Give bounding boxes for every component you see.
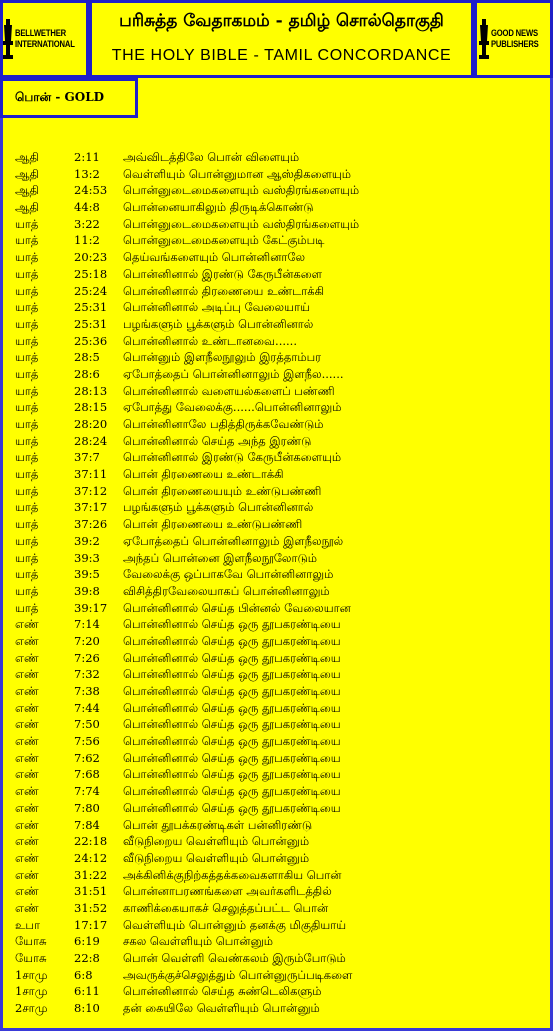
verse-text: சகல வெள்ளியும் பொன்னும் (123, 934, 274, 949)
verse-ref: 7:80 (74, 800, 100, 815)
verse-text: பொன்னினால் செய்த ஒரு தூபகரண்டியை (123, 734, 341, 749)
concordance-row (15, 550, 545, 567)
concordance-row (15, 499, 545, 516)
verse-text: பொன்னினால் செய்த பின்னல் வேலையான (123, 600, 351, 615)
book-abbrev: யாத் (15, 500, 39, 515)
verse-text: பொன்னினால் வளையல்களைப் பண்ணி (123, 383, 335, 398)
concordance-row (15, 149, 545, 166)
book-abbrev: யாத் (15, 600, 39, 615)
concordance-row (15, 783, 545, 800)
book-abbrev: எண் (15, 867, 39, 882)
verse-ref: 31:52 (74, 900, 108, 915)
lamp-icon (3, 19, 13, 59)
book-abbrev: எண் (15, 717, 39, 732)
concordance-row (15, 516, 545, 533)
book-abbrev: யாத் (15, 216, 39, 231)
concordance-row (15, 416, 545, 433)
word-heading: பொன் - GOLD (0, 78, 138, 118)
concordance-row (15, 466, 545, 483)
book-abbrev: யாத் (15, 450, 39, 465)
concordance-row (15, 316, 545, 333)
concordance-row (15, 216, 545, 233)
book-abbrev: 2சாமு (15, 1001, 48, 1016)
verse-text: அக்கினிக்குநிற்கத்தக்கவைகளாகிய பொன் (123, 867, 342, 882)
concordance-row (15, 583, 545, 600)
book-abbrev: எண் (15, 684, 39, 698)
verse-ref: 7:68 (74, 767, 100, 782)
verse-ref: 7:62 (74, 750, 100, 765)
verse-ref: 31:51 (74, 884, 108, 899)
book-abbrev: எண் (15, 700, 39, 715)
book-abbrev: எண் (15, 767, 39, 782)
book-abbrev: எண் (15, 617, 39, 632)
concordance-row (15, 850, 545, 867)
verse-text: பொன்னுடைமைகளையும் வஸ்திரங்களையும் (123, 216, 360, 231)
verse-ref: 39:8 (74, 583, 100, 598)
concordance-row (15, 399, 545, 416)
verse-ref: 7:50 (74, 717, 100, 732)
verse-ref: 28:24 (74, 433, 108, 448)
book-abbrev: யாத் (15, 266, 39, 281)
verse-ref: 31:22 (74, 867, 108, 882)
book-abbrev: எண் (15, 650, 39, 665)
verse-ref: 7:20 (74, 633, 100, 648)
verse-ref: 7:38 (74, 684, 100, 698)
verse-ref: 25:24 (74, 283, 108, 298)
concordance-row (15, 433, 545, 450)
concordance-row (15, 449, 545, 466)
concordance-row (15, 750, 545, 767)
verse-ref: 7:74 (74, 784, 100, 799)
verse-text: ஏபோத்து வேலைக்கு......பொன்னினாலும் (123, 400, 342, 415)
book-abbrev: யாத் (15, 550, 39, 565)
concordance-row (15, 817, 545, 834)
book-abbrev: எண் (15, 834, 39, 849)
book-abbrev: யாத் (15, 400, 39, 415)
verse-ref: 22:18 (74, 834, 108, 849)
concordance-row (15, 249, 545, 266)
concordance-row (15, 833, 545, 850)
book-abbrev: யாத் (15, 333, 39, 348)
verse-ref: 8:10 (74, 1001, 100, 1016)
book-abbrev: எண் (15, 900, 39, 915)
verse-ref: 7:32 (74, 667, 100, 682)
concordance-row (15, 967, 545, 984)
book-abbrev: யாத் (15, 366, 39, 381)
left-logo-line-2: INTERNATIONAL (15, 39, 76, 49)
verse-ref: 7:14 (74, 617, 100, 632)
book-abbrev: 1சாமு (15, 967, 48, 982)
verse-ref: 6:19 (74, 934, 100, 949)
book-abbrev: யோசு (15, 951, 47, 965)
verse-ref: 28:5 (74, 350, 100, 365)
concordance-row (15, 616, 545, 633)
verse-ref: 13:2 (74, 166, 100, 181)
book-abbrev: யாத் (15, 433, 39, 448)
book-abbrev: யாத் (15, 517, 39, 532)
book-abbrev: யாத் (15, 233, 39, 248)
book-abbrev: ஆதி (15, 200, 39, 215)
verse-ref: 7:26 (74, 650, 100, 665)
book-abbrev: எண் (15, 800, 39, 815)
verse-text: பொன்னினால் திரணையை உண்டாக்கி (123, 283, 325, 298)
concordance-row (15, 700, 545, 717)
concordance-row (15, 333, 545, 350)
verse-ref: 25:31 (74, 300, 108, 315)
verse-ref: 17:17 (74, 917, 108, 932)
bellwether-logo (0, 0, 89, 78)
book-abbrev: ஆதி (15, 166, 39, 181)
verse-ref: 37:11 (74, 467, 108, 482)
concordance-row (15, 299, 545, 316)
book-abbrev: எண் (15, 850, 39, 865)
verse-ref: 25:31 (74, 316, 108, 331)
verse-text: தன் கையிலே வெள்ளியும் பொன்னும் (123, 1001, 320, 1016)
verse-text: பொன்னினால் செய்த ஒரு தூபகரண்டியை (123, 784, 341, 799)
book-abbrev: எண் (15, 884, 39, 899)
book-abbrev: யாத் (15, 350, 39, 365)
verse-text: பொன்னினால் செய்த ஒரு தூபகரண்டியை (123, 633, 341, 648)
verse-ref: 25:18 (74, 266, 108, 281)
concordance-row (15, 600, 545, 617)
concordance-row (15, 166, 545, 183)
book-abbrev: எண் (15, 734, 39, 749)
verse-text: பொன்னினால் இரண்டு கேருபீன்களையும் (123, 450, 342, 465)
verse-text: விசித்திரவேலையாகப் பொன்னினாலும் (123, 583, 330, 598)
verse-text: பொன் திரணையை உண்டுபண்ணி (123, 517, 303, 532)
concordance-row (15, 867, 545, 884)
verse-text: தெய்வங்களையும் பொன்னினாலே (123, 250, 306, 265)
verse-ref: 6:8 (74, 967, 93, 982)
concordance-row (15, 883, 545, 900)
verse-text: பொன்னினால் இரண்டு கேருபீன்களை (123, 266, 322, 281)
verse-ref: 25:36 (74, 333, 108, 348)
book-abbrev: 1சாமு (15, 984, 48, 999)
concordance-row (15, 383, 545, 400)
verse-text: பொன்னினால் செய்த ஒரு தூபகரண்டியை (123, 800, 341, 815)
verse-text: பொன்னினால் செய்த ஒரு தூபகரண்டியை (123, 700, 341, 715)
concordance-row (15, 917, 545, 934)
book-abbrev: எண் (15, 784, 39, 799)
book-abbrev: எண் (15, 817, 39, 832)
book-abbrev: எண் (15, 750, 39, 765)
verse-ref: 28:15 (74, 400, 108, 415)
tamil-title: பரிசுத்த வேதாகமம் - தமிழ் சொல்தொகுதி (119, 11, 444, 31)
book-abbrev: ஆதி (15, 150, 39, 164)
verse-text: பொன்னையாகிலும் திருடிக்கொண்டு (123, 200, 314, 215)
verse-ref: 37:12 (74, 483, 108, 498)
book-abbrev: உபா (15, 917, 40, 932)
verse-text: ஏபோத்தைப் பொன்னினாலும் இளநீல...... (123, 366, 344, 381)
concordance-row (15, 950, 545, 967)
verse-text: பொன்னினால் அடிப்பு வேலையாய் (123, 300, 310, 315)
lamp-icon (479, 19, 489, 59)
good-news-logo (474, 0, 553, 78)
concordance-row (15, 366, 545, 383)
book-abbrev: யாத் (15, 467, 39, 482)
verse-ref: 3:22 (74, 216, 100, 231)
verse-text: பொன்னும் இளநீலநூலும் இரத்தாம்பர (123, 350, 322, 365)
concordance-row (15, 900, 545, 917)
verse-text: பொன்னினால் செய்த ஒரு தூபகரண்டியை (123, 617, 341, 632)
book-abbrev: யாத் (15, 250, 39, 265)
book-abbrev: யாத் (15, 533, 39, 548)
title-banner (89, 0, 474, 78)
concordance-row (15, 766, 545, 783)
verse-text: வெள்ளியும் பொன்னும் தனக்கு மிகுதியாய் (123, 917, 347, 932)
concordance-row (15, 666, 545, 683)
verse-ref: 2:11 (74, 150, 100, 164)
book-abbrev: யாத் (15, 283, 39, 298)
book-abbrev: எண் (15, 667, 39, 682)
verse-ref: 44:8 (74, 200, 100, 215)
verse-text: பொன்னினால் செய்த ஒரு தூபகரண்டியை (123, 684, 341, 698)
verse-text: பொன்னினால் செய்த ஒரு தூபகரண்டியை (123, 650, 341, 665)
concordance-row (15, 232, 545, 249)
right-logo-line-2: PUBLISHERS (491, 39, 540, 49)
book-abbrev: யாத் (15, 383, 39, 398)
verse-text: பொன்னுடைமைகளையும் கேட்கும்படி (123, 233, 325, 248)
verse-ref: 39:5 (74, 567, 100, 582)
verse-text: பொன் திரணையை உண்டாக்கி (123, 467, 284, 482)
verse-ref: 7:56 (74, 734, 100, 749)
verse-ref: 11:2 (74, 233, 100, 248)
concordance-row (15, 983, 545, 1000)
right-logo-line-1: GOOD NEWS (491, 28, 539, 38)
verse-ref: 28:13 (74, 383, 108, 398)
book-abbrev: யாத் (15, 583, 39, 598)
concordance-row (15, 716, 545, 733)
verse-text: பொன் வெள்ளி வெண்கலம் இரும்போடும் (123, 951, 346, 965)
verse-ref: 22:8 (74, 951, 100, 965)
book-abbrev: யாத் (15, 483, 39, 498)
concordance-list (15, 149, 545, 1017)
concordance-row (15, 683, 545, 700)
concordance-row (15, 566, 545, 583)
verse-ref: 6:11 (74, 984, 100, 999)
verse-ref: 37:26 (74, 517, 108, 532)
verse-text: பொன்னினால் செய்த ஒரு தூபகரண்டியை (123, 667, 341, 682)
concordance-row (15, 650, 545, 667)
verse-ref: 37:17 (74, 500, 108, 515)
verse-ref: 28:6 (74, 366, 100, 381)
english-title: THE HOLY BIBLE - TAMIL CONCORDANCE (111, 47, 452, 64)
verse-ref: 24:12 (74, 850, 108, 865)
book-abbrev: யோசு (15, 934, 47, 949)
verse-text: வீடுநிறைய வெள்ளியும் பொன்னும் (123, 850, 310, 865)
verse-ref: 39:3 (74, 550, 100, 565)
verse-text: பொன்னினால் செய்த ஒரு தூபகரண்டியை (123, 767, 341, 782)
verse-ref: 37:7 (74, 450, 100, 465)
verse-text: பொன்னினால் செய்த அந்த இரண்டு (123, 433, 312, 448)
book-abbrev: யாத் (15, 316, 39, 331)
verse-ref: 7:84 (74, 817, 100, 832)
verse-text: பொன்னாபரணங்களை அவர்களிடத்தில் (123, 884, 332, 899)
book-abbrev: யாத் (15, 300, 39, 315)
concordance-row (15, 933, 545, 950)
verse-text: பழங்களும் பூக்களும் பொன்னினால் (123, 500, 314, 515)
verse-ref: 28:20 (74, 417, 108, 431)
book-abbrev: யாத் (15, 417, 39, 431)
book-abbrev: எண் (15, 633, 39, 648)
concordance-row (15, 733, 545, 750)
verse-text: பொன்னினால் செய்த ஒரு தூபகரண்டியை (123, 750, 341, 765)
concordance-row (15, 199, 545, 216)
verse-text: வெள்ளியும் பொன்னுமான ஆஸ்திகளையும் (123, 166, 351, 181)
verse-text: பொன்னுடைமைகளையும் வஸ்திரங்களையும் (123, 183, 360, 198)
verse-text: பழங்களும் பூக்களும் பொன்னினால் (123, 316, 314, 331)
concordance-row (15, 349, 545, 366)
verse-text: பொன்னினால் செய்த ஒரு தூபகரண்டியை (123, 717, 341, 732)
concordance-row (15, 266, 545, 283)
concordance-row (15, 1000, 545, 1017)
concordance-row (15, 533, 545, 550)
concordance-row (15, 633, 545, 650)
verse-text: அந்தப் பொன்னை இளநீலநூலோடும் (123, 550, 318, 565)
verse-ref: 24:53 (74, 183, 108, 198)
verse-text: பொன்னினால் செய்த சுண்டெலிகளும் (123, 984, 322, 999)
verse-text: வேலைக்கு ஒப்பாகவே பொன்னினாலும் (123, 567, 334, 582)
verse-text: பொன்னினால் உண்டானவை...... (123, 333, 297, 348)
book-abbrev: யாத் (15, 567, 39, 582)
verse-text: பொன் தூபக்கரண்டிகள் பன்னிரண்டு (123, 817, 313, 832)
book-abbrev: ஆதி (15, 183, 39, 198)
verse-text: பொன் திரணையையும் உண்டுபண்ணி (123, 483, 322, 498)
verse-text: ஏபோத்தைப் பொன்னினாலும் இளநீலநூல் (123, 533, 344, 548)
verse-text: அவருக்குச்செலுத்தும் பொன்னுருப்படிகளை (123, 967, 353, 982)
verse-text: வீடுநிறைய வெள்ளியும் பொன்னும் (123, 834, 310, 849)
verse-ref: 39:2 (74, 533, 100, 548)
verse-text: காணிக்கையாகச் செலுத்தப்பட்ட பொன் (123, 900, 329, 915)
concordance-row (15, 800, 545, 817)
verse-text: பொன்னினாலே பதித்திருக்கவேண்டும் (123, 417, 324, 431)
concordance-row (15, 182, 545, 199)
verse-ref: 20:23 (74, 250, 108, 265)
left-logo-line-1: BELLWETHER (15, 28, 67, 38)
verse-ref: 7:44 (74, 700, 100, 715)
concordance-row (15, 483, 545, 500)
concordance-row (15, 283, 545, 300)
verse-ref: 39:17 (74, 600, 108, 615)
verse-text: அவ்விடத்திலே பொன் விளையும் (123, 150, 300, 164)
